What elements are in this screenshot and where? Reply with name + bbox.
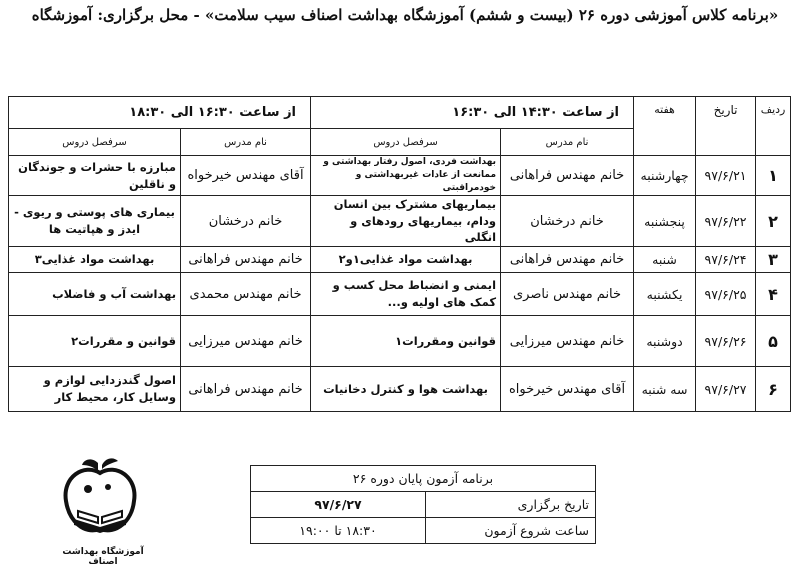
row-topic-slot2: بیماری های پوستی و ریوی - ایدز و هپاتیت ها xyxy=(9,196,181,247)
table-row xyxy=(9,247,791,273)
row-date: ۹۷/۶/۲۱ xyxy=(696,156,756,196)
exam-date-label: تاریخ برگزاری xyxy=(426,492,596,518)
row-weekday: یکشنبه xyxy=(634,273,696,316)
row-weekday: دوشنبه xyxy=(634,316,696,367)
exam-time-value: ۱۸:۳۰ تا ۱۹:۰۰ xyxy=(251,518,426,544)
row-teacher-slot1: خانم مهندس میرزایی xyxy=(501,316,634,367)
header-teacher-slot2: نام مدرس xyxy=(181,129,311,156)
table-row xyxy=(9,316,791,367)
row-topic-slot1: بهداشت مواد غذایی۱و۲ xyxy=(311,247,501,273)
row-teacher-slot2: خانم مهندس فراهانی xyxy=(181,247,311,273)
header-topics-slot2: سرفصل دروس xyxy=(9,129,181,156)
header-slot2: از ساعت ۱۶:۳۰ الی ۱۸:۳۰ xyxy=(9,97,311,129)
table-row xyxy=(9,273,791,316)
table-row xyxy=(9,156,791,196)
table-row xyxy=(9,367,791,412)
row-weekday: سه شنبه xyxy=(634,367,696,412)
page-title: «برنامه کلاس آموزشی دوره ۲۶ (بیست و ششم) آموزشگاه بهداشت اصناف سیب سلامت» - محل برگزاری: آموزشگاه xyxy=(31,6,779,24)
school-logo xyxy=(48,455,158,567)
row-number: ۲ xyxy=(756,196,791,247)
row-teacher-slot1: خانم درخشان xyxy=(501,196,634,247)
row-date: ۹۷/۶/۲۴ xyxy=(696,247,756,273)
table-row xyxy=(9,196,791,247)
row-topic-slot2: بهداشت آب و فاضلاب xyxy=(9,273,181,316)
row-topic-slot2: اصول گندزدایی لوازم و وسایل کار، محیط کار xyxy=(9,367,181,412)
row-date: ۹۷/۶/۲۲ xyxy=(696,196,756,247)
row-date: ۹۷/۶/۲۷ xyxy=(696,367,756,412)
row-number: ۶ xyxy=(756,367,791,412)
row-number: ۱ xyxy=(756,156,791,196)
schedule-table xyxy=(8,96,791,412)
apple-book-icon xyxy=(48,455,158,545)
header-row-no: ردیف xyxy=(756,97,791,156)
exam-table xyxy=(250,465,596,544)
row-teacher-slot2: خانم مهندس میرزایی xyxy=(181,316,311,367)
row-topic-slot2: مبارزه با حشرات و جوندگان و ناقلین xyxy=(9,156,181,196)
row-number: ۴ xyxy=(756,273,791,316)
logo-caption: آموزشگاه بهداشت اصناف xyxy=(62,547,144,567)
header-week: هفته xyxy=(634,97,696,156)
row-date: ۹۷/۶/۲۵ xyxy=(696,273,756,316)
row-topic-slot1: بیماریهای مشترک بین انسان ودام، بیماریهای رودهای و انگلی xyxy=(311,196,501,247)
row-topic-slot1: ایمنی و انضباط محل کسب و کمک های اولیه و... xyxy=(311,273,501,316)
row-number: ۳ xyxy=(756,247,791,273)
row-teacher-slot1: خانم مهندس فراهانی xyxy=(501,156,634,196)
row-weekday: پنجشنبه xyxy=(634,196,696,247)
row-teacher-slot2: آقای مهندس خیرخواه xyxy=(181,156,311,196)
row-topic-slot1: بهداشت فردی، اصول رفتار بهداشتی و ممانعت از عادات غیربهداشتی و خودمراقبتی xyxy=(311,156,501,196)
header-teacher-slot1: نام مدرس xyxy=(501,129,634,156)
row-weekday: چهارشنبه xyxy=(634,156,696,196)
exam-date-value: ۹۷/۶/۲۷ xyxy=(251,492,426,518)
row-teacher-slot1: خانم مهندس ناصری xyxy=(501,273,634,316)
header-slot1: از ساعت ۱۴:۳۰ الی ۱۶:۳۰ xyxy=(311,97,634,129)
exam-title: برنامه آزمون پایان دوره ۲۶ xyxy=(251,466,596,492)
row-topic-slot1: قوانین ومقررات۱ xyxy=(311,316,501,367)
row-date: ۹۷/۶/۲۶ xyxy=(696,316,756,367)
row-topic-slot1: بهداشت هوا و کنترل دخانیات xyxy=(311,367,501,412)
header-topics-slot1: سرفصل دروس xyxy=(311,129,501,156)
row-topic-slot2: قوانین و مقررات۲ xyxy=(9,316,181,367)
row-teacher-slot2: خانم مهندس محمدی xyxy=(181,273,311,316)
row-topic-slot2: بهداشت مواد غذایی۳ xyxy=(9,247,181,273)
row-teacher-slot1: خانم مهندس فراهانی xyxy=(501,247,634,273)
exam-time-label: ساعت شروع آزمون xyxy=(426,518,596,544)
row-number: ۵ xyxy=(756,316,791,367)
row-teacher-slot2: خانم درخشان xyxy=(181,196,311,247)
header-date: تاریخ xyxy=(696,97,756,156)
row-teacher-slot1: آقای مهندس خیرخواه xyxy=(501,367,634,412)
row-teacher-slot2: خانم مهندس فراهانی xyxy=(181,367,311,412)
row-weekday: شنبه xyxy=(634,247,696,273)
